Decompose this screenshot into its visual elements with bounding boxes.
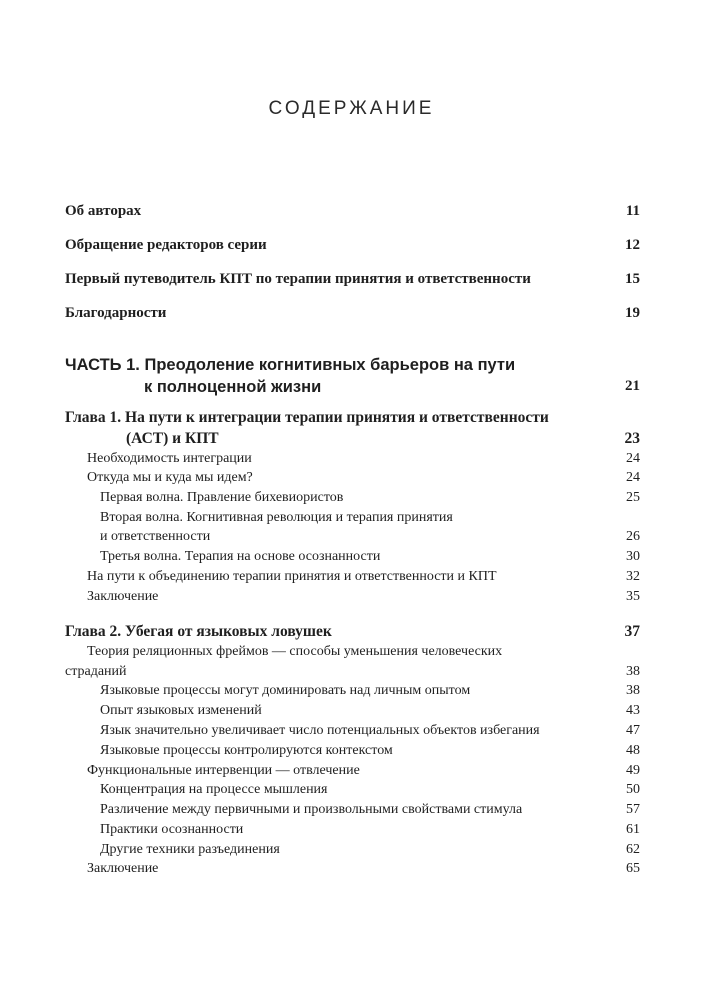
toc-section-page: 24 [626, 451, 640, 466]
toc-subsection-title: Практики осознанности [100, 822, 244, 837]
toc-section-title: Теория реляционных фреймов — способы уменьшения человеческих [87, 644, 503, 659]
toc-subsection-page: 50 [626, 782, 640, 797]
toc-part-page: 21 [625, 378, 640, 394]
toc-subsection-page: 62 [626, 842, 640, 857]
toc-subsection-page: 25 [626, 490, 640, 505]
toc-part-title-line2: к полноценной жизни [144, 378, 322, 396]
toc-chapter-page: 23 [624, 430, 640, 447]
toc-entry-title: Об авторах [65, 203, 142, 219]
toc-entry-title: Обращение редакторов серии [65, 237, 267, 253]
toc-chapter-title-line2: (АСТ) и КПТ [126, 430, 219, 447]
toc-subsection-title: Концентрация на процессе мышления [100, 782, 328, 797]
toc-subsection-page: 47 [626, 723, 640, 738]
toc-subsection-title: Третья волна. Терапия на основе осознанности [100, 549, 381, 564]
toc-chapter-title: Глава 2. Убегая от языковых ловушек [65, 623, 332, 640]
toc-subsection-page: 38 [626, 683, 640, 698]
toc-subsection-title: Первая волна. Правление бихевиористов [100, 490, 344, 505]
toc-section-page: 35 [626, 589, 640, 604]
toc-section-page: 24 [626, 470, 640, 485]
toc-subsection-title: Язык значительно увеличивает число потенциальных объектов избегания [100, 723, 540, 738]
toc-section-page: 65 [626, 861, 640, 876]
toc-entry-page: 11 [625, 203, 640, 219]
toc-section-title: На пути к объединению терапии принятия и ответственности и КПТ [87, 569, 497, 584]
toc-section-title: Функциональные интервенции — отвлечение [87, 763, 360, 778]
toc-subsection-page: 30 [626, 549, 640, 564]
page-heading: СОДЕРЖАНИЕ [268, 98, 435, 119]
toc-subsection-title: Другие техники разъединения [100, 842, 280, 857]
toc-subsection-title: Различение между первичными и произвольными свойствами стимула [100, 802, 523, 817]
toc-subsection-page: 26 [626, 529, 640, 544]
toc-subsection-title: Опыт языковых изменений [100, 703, 262, 718]
toc-subsection-page: 61 [626, 822, 640, 837]
toc-section-title: Откуда мы и куда мы идем? [87, 470, 253, 485]
toc-subsection-title: Языковые процессы контролируются контекстом [100, 743, 393, 758]
toc-subsection-title: Языковые процессы могут доминировать над личным опытом [100, 683, 471, 698]
toc-section-title: Необходимость интеграции [87, 451, 252, 466]
toc-section-page: 32 [626, 569, 640, 584]
toc-entry-page: 19 [625, 305, 640, 321]
toc-subsection-page: 43 [626, 703, 640, 718]
toc-section-title: Заключение [87, 861, 159, 876]
toc-subsection-title-cont: и ответственности [100, 529, 211, 544]
toc-entry-page: 12 [625, 237, 640, 253]
toc-subsection-page: 48 [626, 743, 640, 758]
toc-chapter-page: 37 [624, 623, 640, 640]
toc-entry-page: 15 [625, 271, 640, 287]
toc-section-title-cont: страданий [65, 664, 127, 679]
toc-part-title-line1: ЧАСТЬ 1. Преодоление когнитивных барьеров на пути [65, 356, 516, 374]
toc-chapter-title-line1: Глава 1. На пути к интеграции терапии принятия и ответственности [65, 409, 549, 426]
toc-subsection-page: 57 [626, 802, 640, 817]
toc-section-title: Заключение [87, 589, 159, 604]
toc-subsection-title: Вторая волна. Когнитивная революция и терапия принятия [100, 510, 453, 525]
toc-entry-title: Благодарности [65, 305, 167, 321]
toc-entry-title: Первый путеводитель КПТ по терапии принятия и ответственности [65, 271, 531, 287]
toc-section-page: 38 [626, 664, 640, 679]
toc-section-page: 49 [626, 763, 640, 778]
